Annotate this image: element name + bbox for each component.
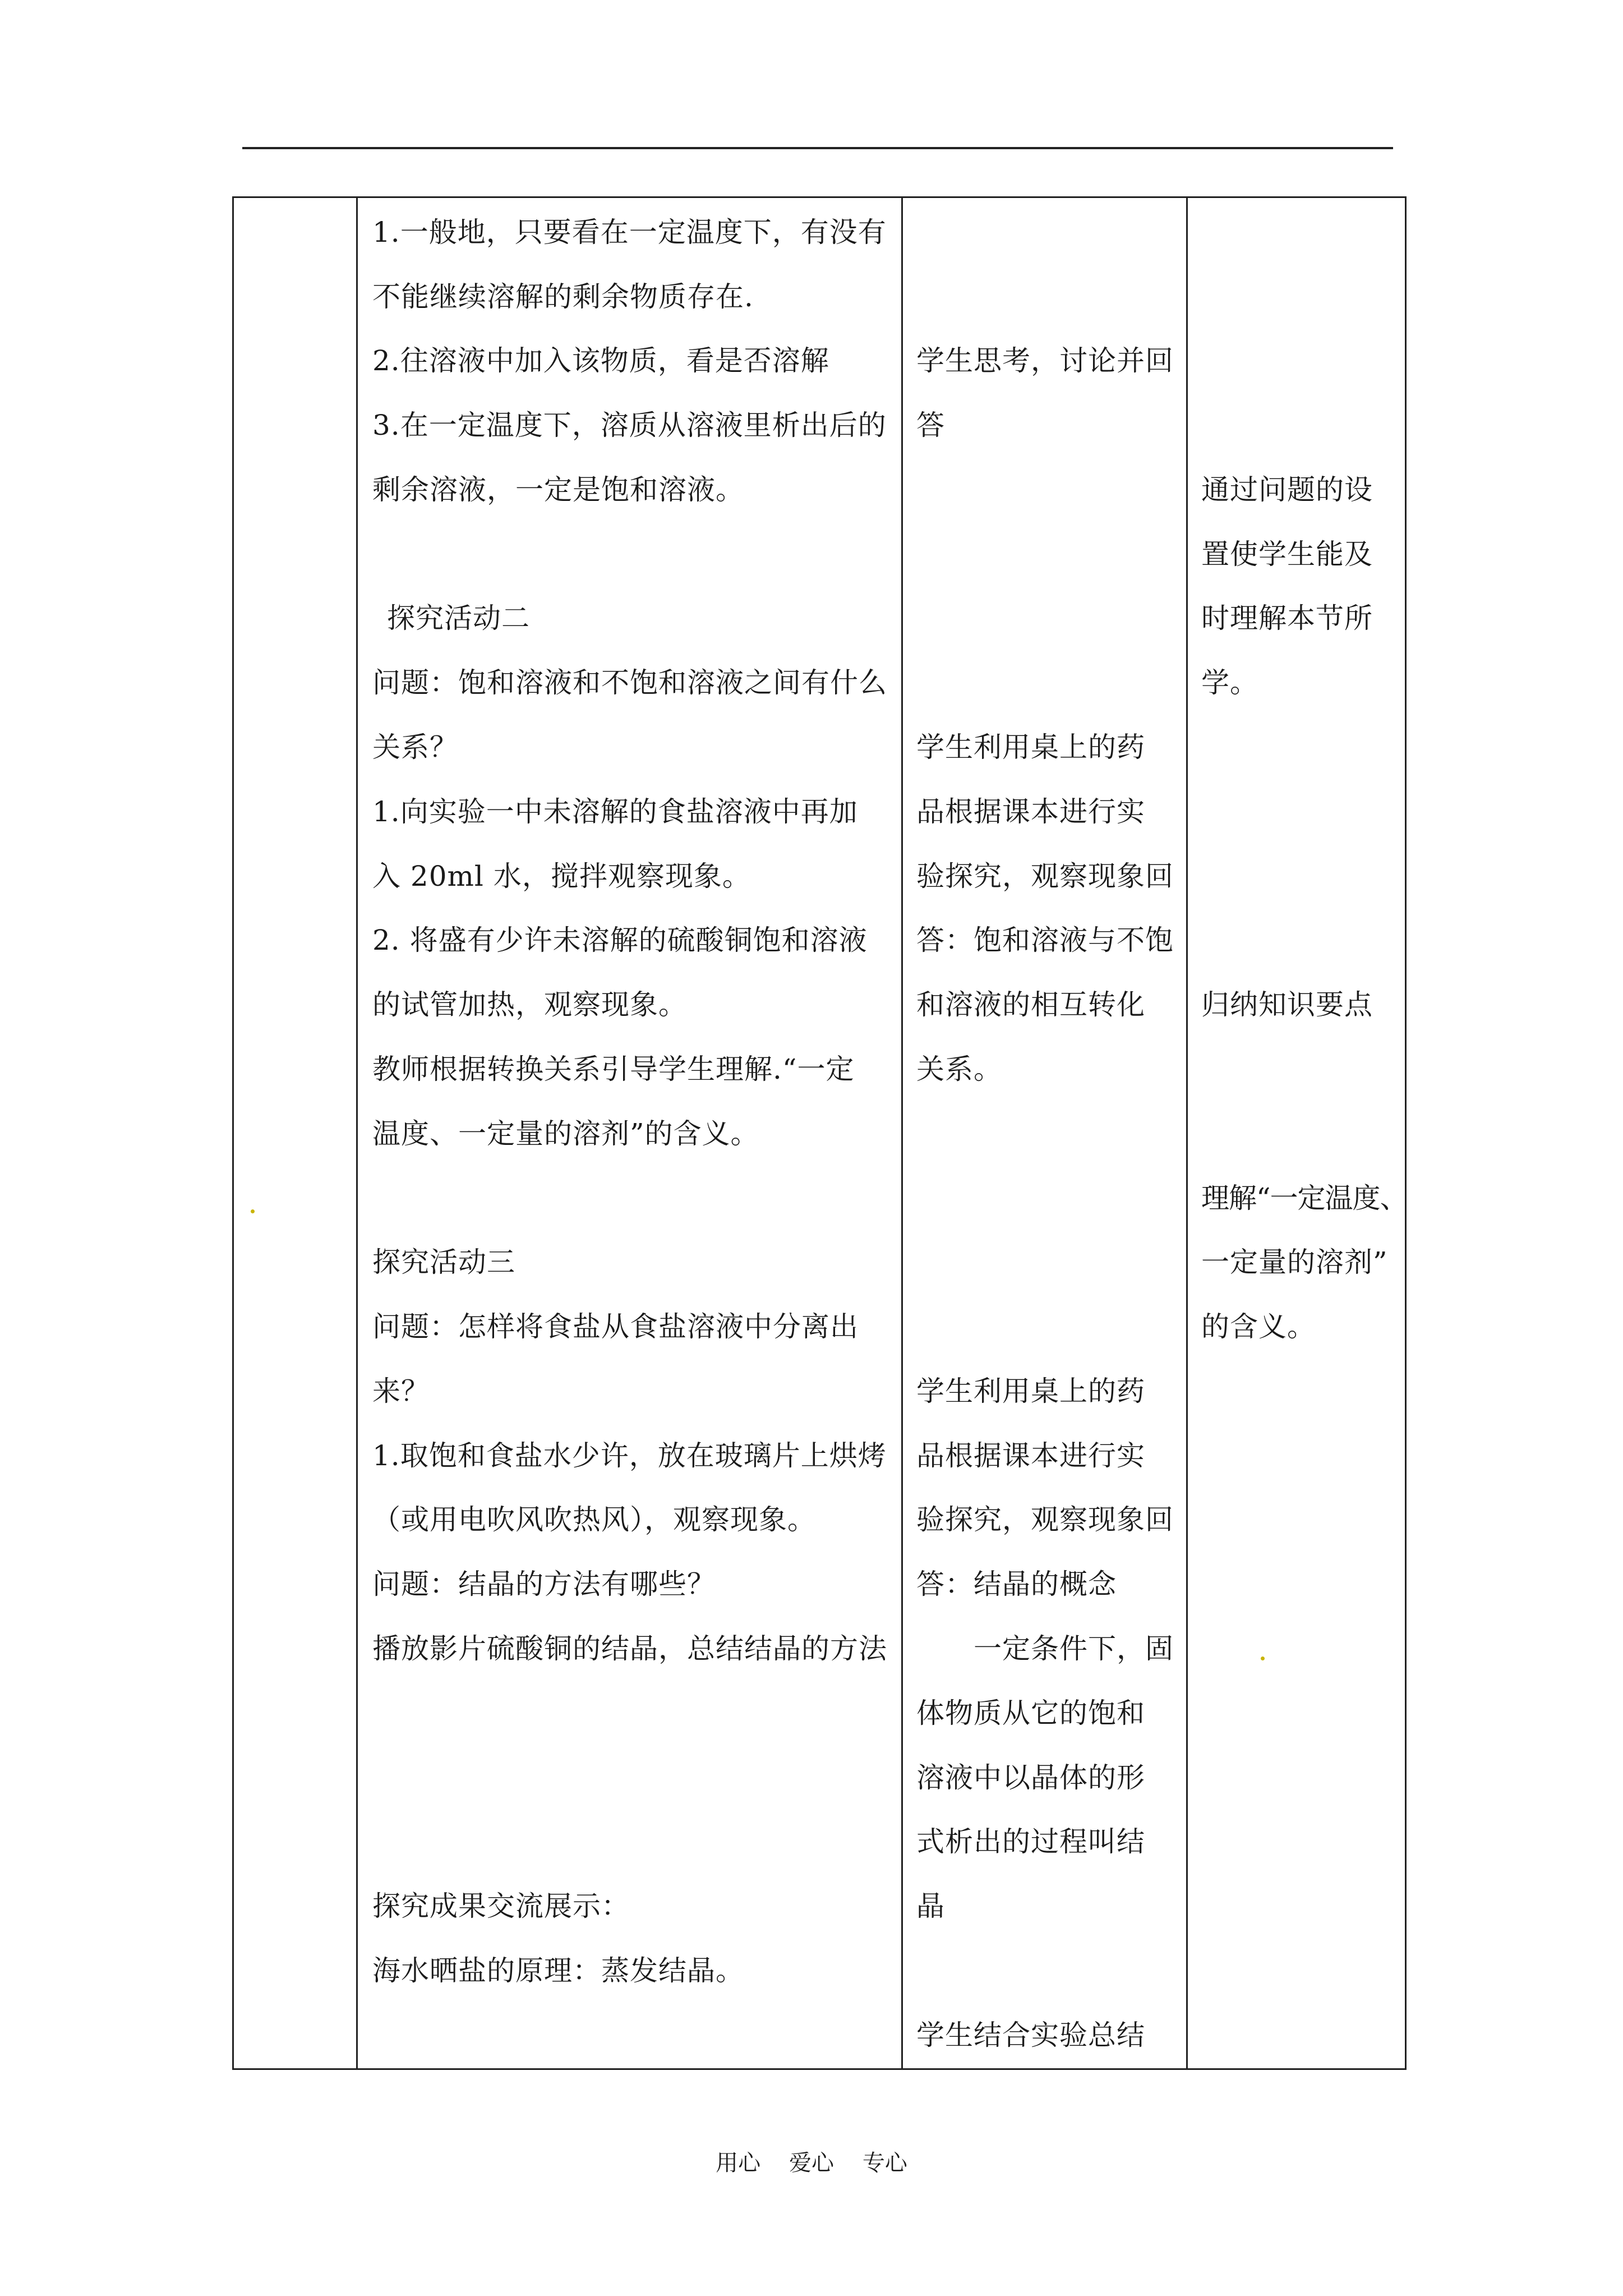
student-line: 答：饱和溶液与不饱 [916, 924, 1174, 956]
student-line: 体物质从它的饱和 [916, 1697, 1145, 1729]
header-rule [242, 147, 1393, 149]
student-line: 验探究，观察现象回 [916, 860, 1174, 892]
teacher-line: 1.取饱和食盐水少许，放在玻璃片上烘烤 [372, 1439, 887, 1472]
teacher-line: 3.在一定温度下，溶质从溶液里析出后的 [372, 409, 887, 441]
teacher-line: 播放影片硫酸铜的结晶，总结结晶的方法 [372, 1632, 887, 1665]
teacher-line: 1.一般地，只要看在一定温度下，有没有 [372, 216, 887, 249]
lesson-table [232, 196, 1407, 2070]
teacher-line: 问题：结晶的方法有哪些？ [372, 1568, 716, 1600]
student-line: 学生利用桌上的药 [916, 1375, 1145, 1407]
student-line: 学生结合实验总结 [916, 2019, 1145, 2051]
design-intent-column [1188, 198, 1407, 2068]
intent-line: 时理解本节所 [1201, 602, 1373, 634]
teacher-line: 剩余溶液，一定是饱和溶液。 [372, 473, 744, 506]
student-line: 答 [916, 409, 945, 441]
section-heading: 探究活动三 [372, 1246, 515, 1278]
teacher-line: 入 20ml 水，搅拌观察现象。 [372, 860, 751, 892]
label-column [234, 198, 356, 2068]
intent-line: 的含义。 [1201, 1310, 1316, 1343]
student-line: 溶液中以晶体的形 [916, 1761, 1145, 1794]
intent-line: 通过问题的设 [1201, 473, 1373, 506]
teacher-line: 问题：怎样将食盐从食盐溶液中分离出 [372, 1310, 859, 1343]
marker-dot [1261, 1657, 1265, 1660]
student-line: 和溶液的相互转化 [916, 988, 1145, 1021]
student-line: 一定条件下，固 [974, 1632, 1174, 1665]
teacher-line: 的试管加热，观察现象。 [372, 988, 687, 1021]
student-line: 学生利用桌上的药 [916, 731, 1145, 763]
student-line: 品根据课本进行实 [916, 795, 1145, 828]
intent-line: 学。 [1201, 666, 1258, 699]
teacher-line: 1.向实验一中未溶解的食盐溶液中再加 [372, 795, 858, 828]
teacher-line: 不能继续溶解的剩余物质存在. [372, 280, 754, 313]
teacher-line: （或用电吹风吹热风），观察现象。 [372, 1503, 816, 1536]
teacher-line: 温度、一定量的溶剂”的含义。 [372, 1117, 759, 1150]
student-line: 验探究，观察现象回 [916, 1503, 1174, 1536]
student-activity-column [903, 198, 1186, 2068]
student-line: 学生思考，讨论并回 [916, 344, 1174, 377]
teacher-line: 教师根据转换关系引导学生理解.“一定 [372, 1053, 855, 1085]
intent-line: 理解“一定温度、 [1201, 1182, 1408, 1214]
page-footer: 用心 爱心 专心 [716, 2150, 907, 2176]
teacher-line: 关系？ [372, 731, 458, 763]
student-line: 品根据课本进行实 [916, 1439, 1145, 1472]
section-heading: 探究成果交流展示： [372, 1890, 630, 1922]
marker-dot [251, 1209, 255, 1213]
intent-line: 置使学生能及 [1201, 538, 1373, 570]
section-heading: 探究活动二 [387, 602, 530, 634]
teacher-line: 来？ [372, 1375, 430, 1407]
student-line: 关系。 [916, 1053, 1002, 1085]
intent-line: 一定量的溶剂” [1201, 1246, 1388, 1278]
teacher-line: 2. 将盛有少许未溶解的硫酸铜饱和溶液 [372, 924, 868, 956]
student-line: 答：结晶的概念 [916, 1568, 1117, 1600]
teacher-line: 问题：饱和溶液和不饱和溶液之间有什么 [372, 666, 887, 699]
teacher-activity-column [358, 198, 901, 2068]
student-line: 式析出的过程叫结 [916, 1825, 1145, 1858]
intent-line: 归纳知识要点 [1201, 988, 1373, 1021]
student-line: 晶 [916, 1890, 945, 1922]
teacher-line: 海水晒盐的原理：蒸发结晶。 [372, 1954, 744, 1987]
teacher-line: 2.往溶液中加入该物质，看是否溶解 [372, 344, 829, 377]
